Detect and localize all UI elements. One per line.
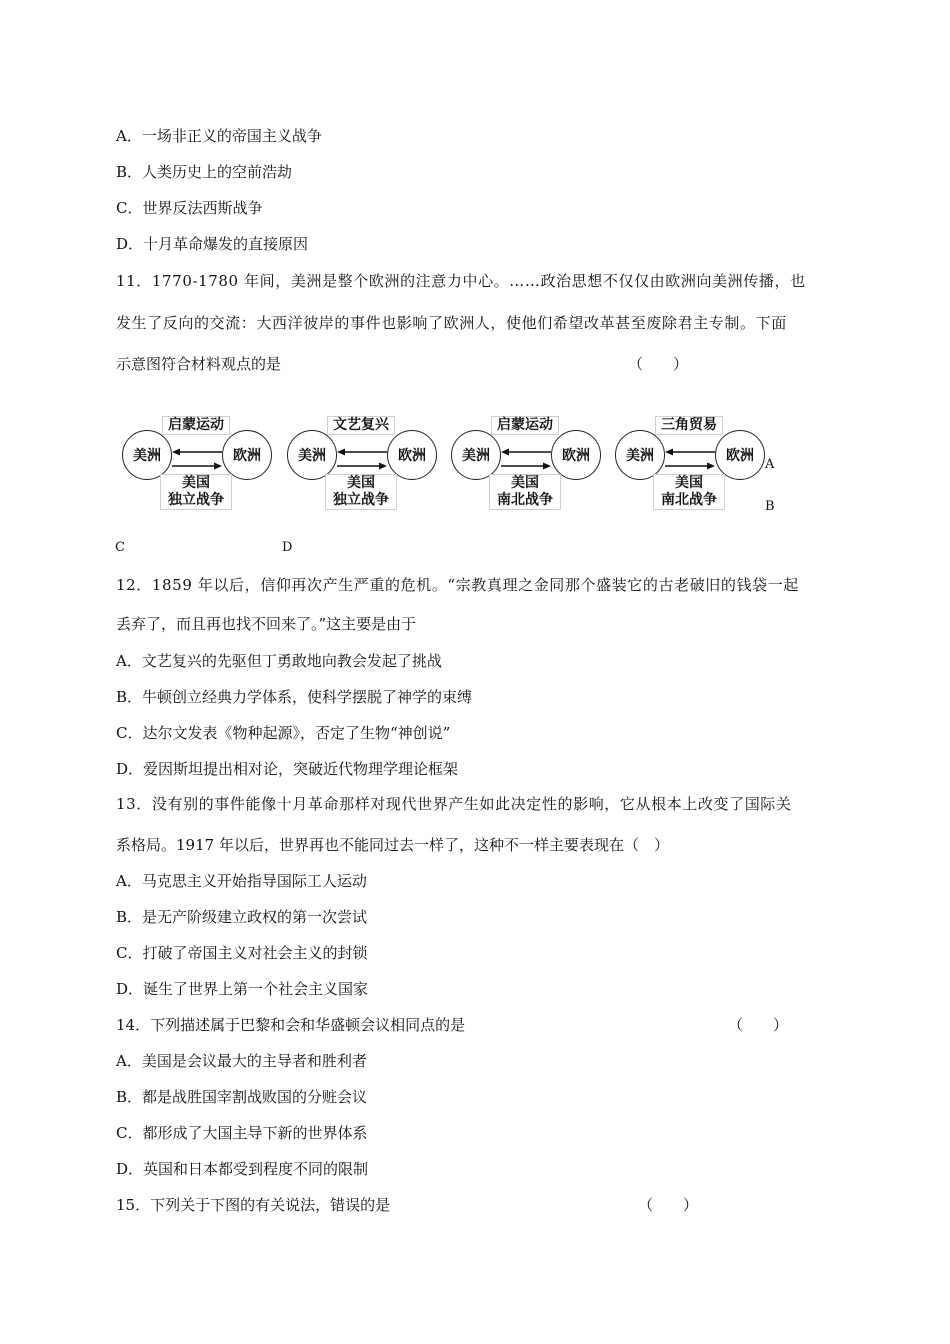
americas-circle: 美洲 <box>615 430 665 480</box>
q14-stem: 14．下列描述属于巴黎和会和华盛顿会议相同点的是 <box>116 1016 466 1034</box>
bottom-label-line-2: 南北战争 <box>497 492 553 508</box>
q10-option-d: D．十月革命爆发的直接原因 <box>116 235 309 253</box>
q14-option-d: D．英国和日本都受到程度不同的限制 <box>116 1160 369 1178</box>
diagram-top-label: 文艺复兴 <box>327 416 395 435</box>
europe-circle: 欧洲 <box>387 430 437 480</box>
diagram-bottom-label <box>160 474 232 510</box>
q12-option-d: D．爱因斯坦提出相对论，突破近代物理学理论框架 <box>116 760 459 778</box>
q11-diagram-4 <box>613 406 778 516</box>
q13-option-c: C．打破了帝国主义对社会主义的封锁 <box>116 944 368 962</box>
q13-option-d: D．诞生了世界上第一个社会主义国家 <box>116 980 369 998</box>
diagram-top-label: 启蒙运动 <box>162 416 230 435</box>
q12-option-b: B．牛顿创立经典力学体系，使科学摆脱了神学的束缚 <box>116 688 473 706</box>
bottom-label-line-1: 美国 <box>182 475 210 491</box>
diagram-bottom-label <box>653 474 725 510</box>
diagram-label-c: C <box>115 540 125 555</box>
q10-option-a: A．一场非正义的帝国主义战争 <box>116 127 322 145</box>
q13-stem-line-1: 13．没有别的事件能像十月革命那样对现代世界产生如此决定性的影响，它从根本上改变了国际关 <box>116 795 792 813</box>
arrow-right-icon <box>172 462 222 470</box>
bottom-label-line-2: 独立战争 <box>333 492 389 508</box>
q11-answer-paren: （ ） <box>628 355 689 373</box>
q15-answer-paren: （ ） <box>638 1196 699 1214</box>
arrow-right-icon <box>665 462 715 470</box>
arrow-left-icon <box>501 448 551 456</box>
diagram-label-a: A <box>765 457 775 472</box>
diagram-bottom-label <box>489 474 561 510</box>
q11-stem-line-1: 11．1770-1780 年间，美洲是整个欧洲的注意力中心。……政治思想不仅仅由欧洲向美洲传播，也 <box>116 272 806 290</box>
americas-circle: 美洲 <box>451 430 501 480</box>
diagram-top-label: 三角贸易 <box>655 416 723 435</box>
q14-option-b: B．都是战胜国宰割战败国的分赃会议 <box>116 1088 368 1106</box>
bottom-label-line-1: 美国 <box>347 475 375 491</box>
q12-option-c: C．达尔文发表《物种起源》，否定了生物“神创说” <box>116 724 451 742</box>
q12-stem-line-1: 12．1859 年以后，信仰再次产生严重的危机。“宗教真理之金同那个盛装它的古老破旧的钱袋一起 <box>116 576 799 594</box>
bottom-label-line-2: 独立战争 <box>168 492 224 508</box>
arrow-left-icon <box>172 448 222 456</box>
q15-stem: 15．下列关于下图的有关说法，错误的是 <box>116 1196 391 1214</box>
europe-circle: 欧洲 <box>551 430 601 480</box>
bottom-label-line-1: 美国 <box>675 475 703 491</box>
arrow-right-icon <box>501 462 551 470</box>
q11-stem-line-2: 发生了反向的交流：大西洋彼岸的事件也影响了欧洲人，使他们希望改革甚至废除君主专制。下面 <box>116 314 787 332</box>
americas-circle: 美洲 <box>122 430 172 480</box>
arrow-right-icon <box>337 462 387 470</box>
q13-stem-line-2: 系格局。1917 年以后，世界再也不能同过去一样了，这种不一样主要表现在（ ） <box>116 836 669 854</box>
bottom-label-line-1: 美国 <box>511 475 539 491</box>
q14-option-a: A．美国是会议最大的主导者和胜利者 <box>116 1052 367 1070</box>
bottom-label-line-2: 南北战争 <box>661 492 717 508</box>
q10-option-c: C．世界反法西斯战争 <box>116 199 263 217</box>
europe-circle: 欧洲 <box>715 430 765 480</box>
diagram-bottom-label <box>325 474 397 510</box>
diagram-label-b: B <box>765 499 775 514</box>
q13-option-b: B．是无产阶级建立政权的第一次尝试 <box>116 908 368 926</box>
q11-diagram-1 <box>120 406 285 516</box>
europe-circle: 欧洲 <box>222 430 272 480</box>
arrow-left-icon <box>337 448 387 456</box>
q12-stem-line-2: 丢弃了，而且再也找不回来了。”这主要是由于 <box>116 615 417 633</box>
americas-circle: 美洲 <box>287 430 337 480</box>
q11-diagram-3 <box>449 406 614 516</box>
diagram-label-d: D <box>282 540 293 555</box>
q11-diagram-2 <box>285 406 450 516</box>
arrow-left-icon <box>665 448 715 456</box>
diagram-top-label: 启蒙运动 <box>491 416 559 435</box>
q14-answer-paren: （ ） <box>728 1016 789 1034</box>
q14-option-c: C．都形成了大国主导下新的世界体系 <box>116 1124 368 1142</box>
q10-option-b: B．人类历史上的空前浩劫 <box>116 163 293 181</box>
q12-option-a: A．文艺复兴的先驱但丁勇敢地向教会发起了挑战 <box>116 652 442 670</box>
q13-option-a: A．马克思主义开始指导国际工人运动 <box>116 872 367 890</box>
q11-stem-line-3: 示意图符合材料观点的是 <box>116 355 282 373</box>
